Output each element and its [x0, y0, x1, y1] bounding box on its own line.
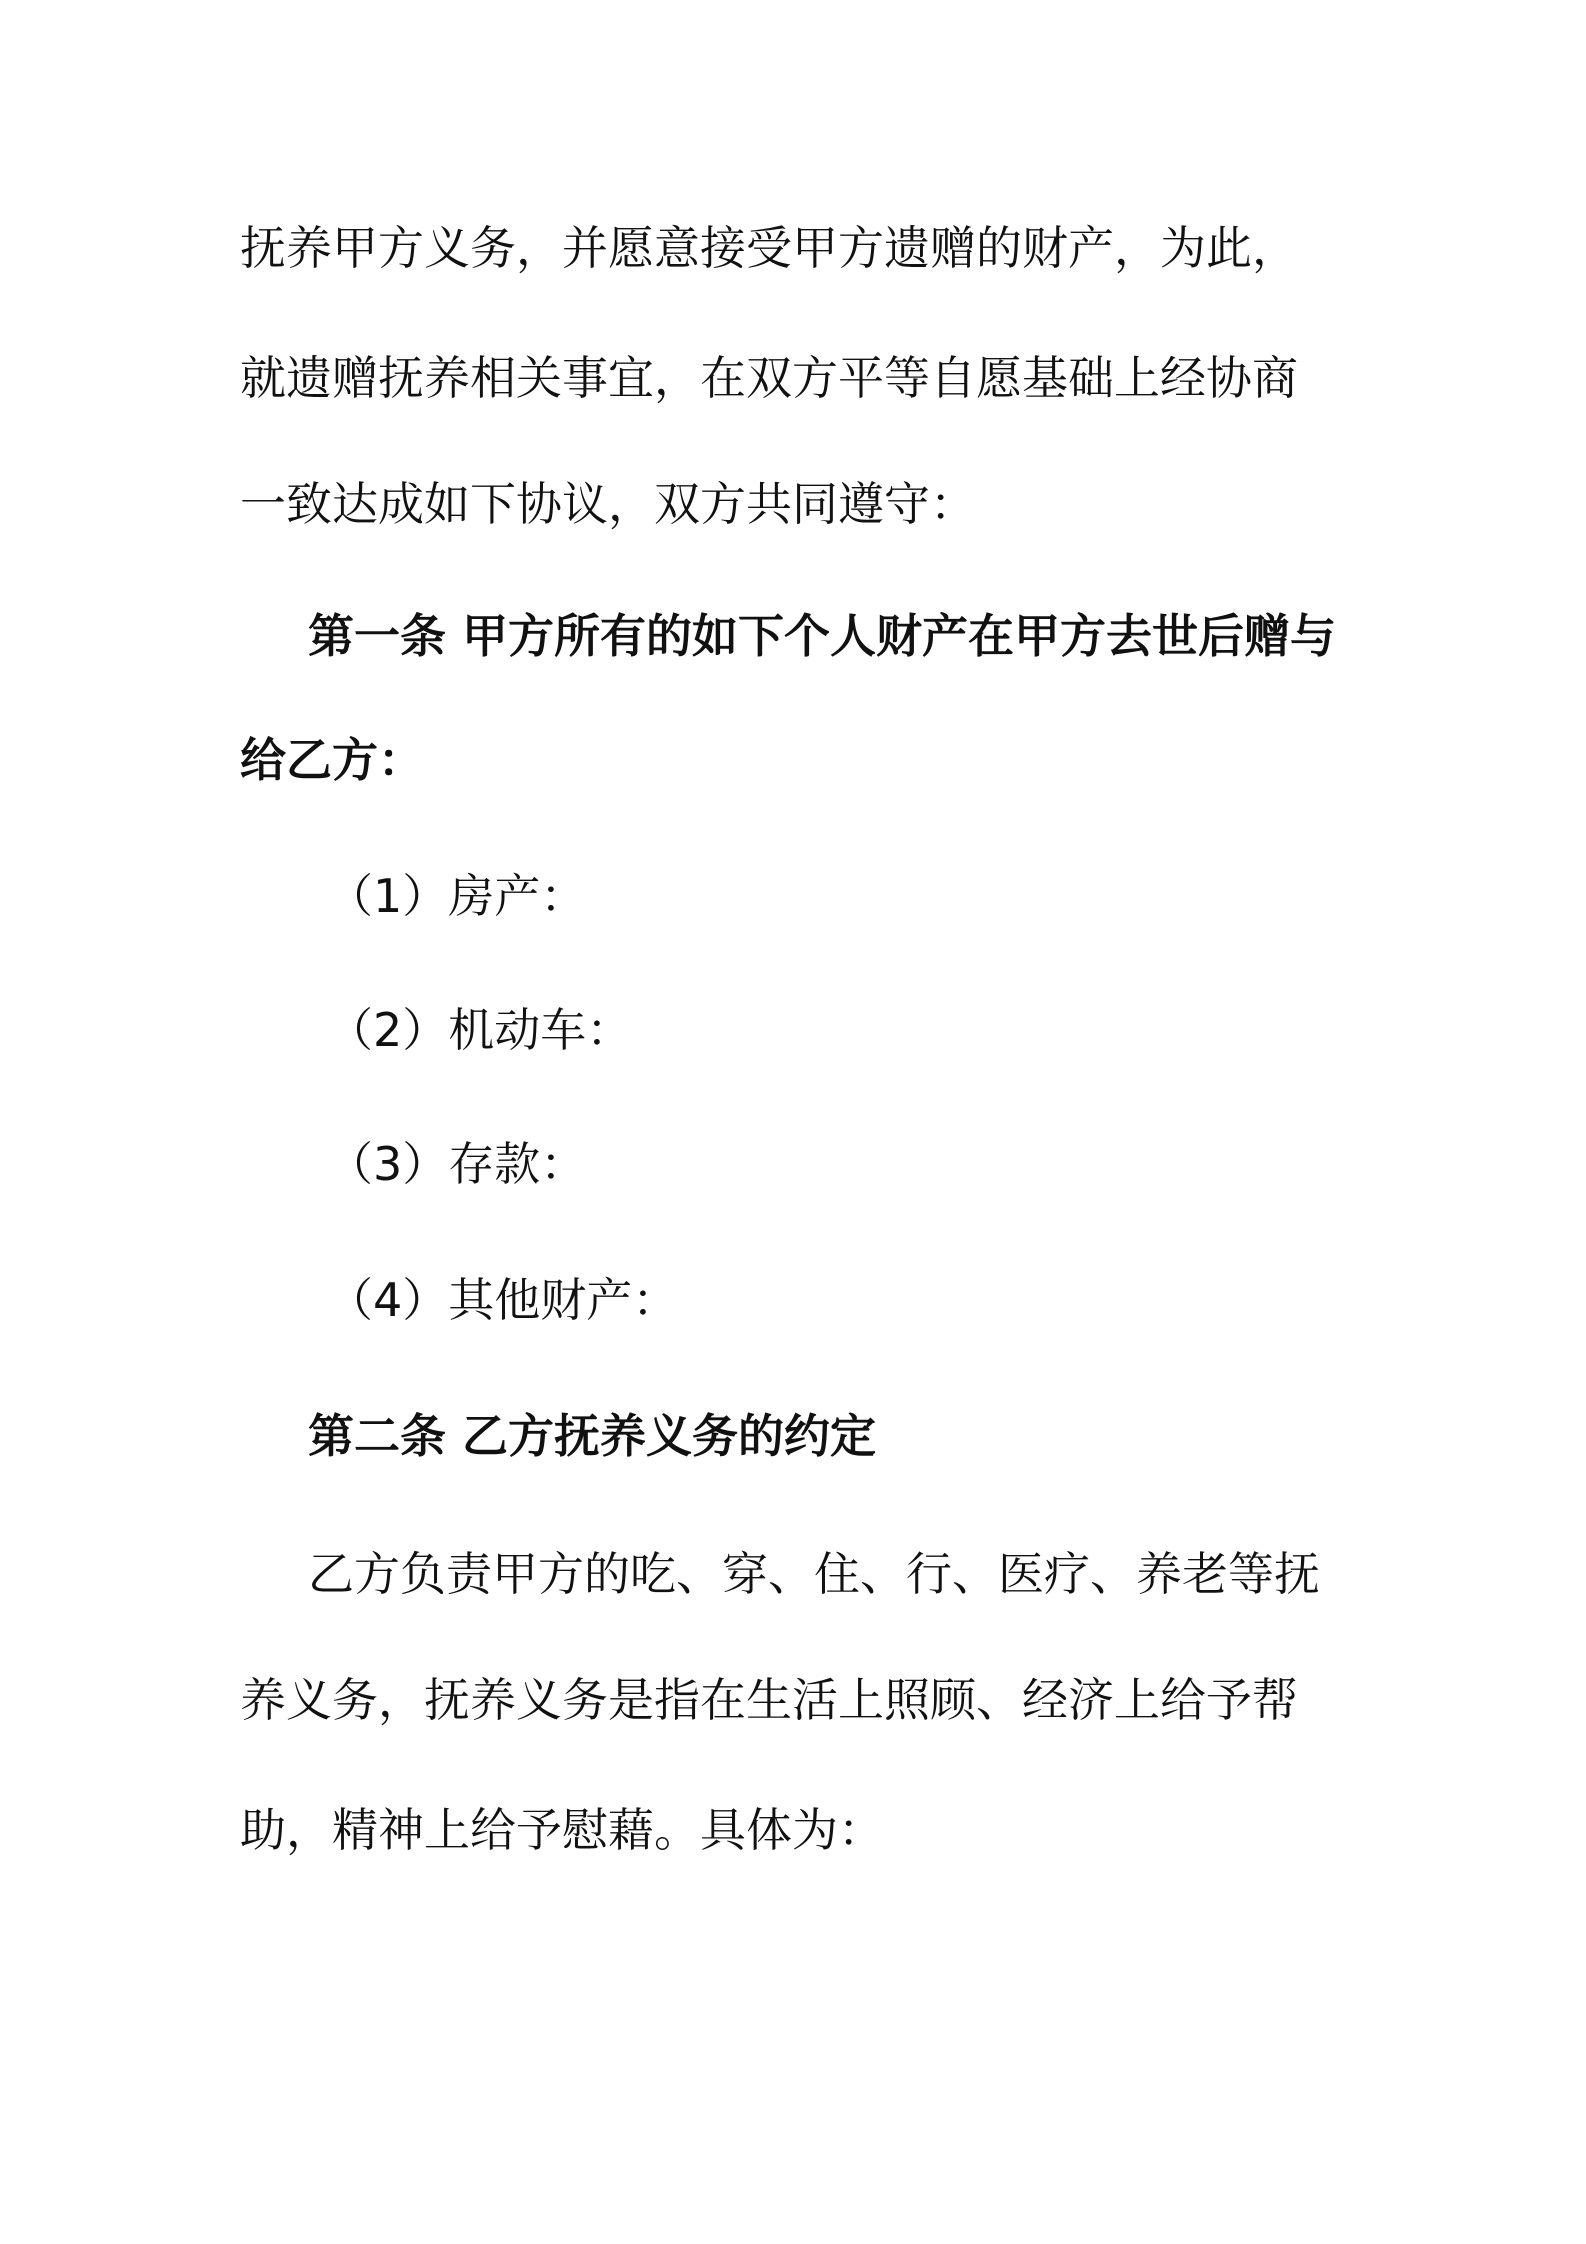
paragraph-line: 一致达成如下协议，双方共同遵守： [240, 477, 976, 531]
article-2-heading: 第二条 乙方抚养义务的约定 [308, 1409, 877, 1463]
article-1-heading-continued: 给乙方： [240, 733, 424, 787]
paragraph-line: 抚养甲方义务，并愿意接受甲方遗赠的财产，为此， [240, 221, 1298, 275]
paragraph-line: 养义务，抚养义务是指在生活上照顾、经济上给予帮 [240, 1673, 1298, 1727]
paragraph-line: 助，精神上给予慰藉。具体为： [240, 1803, 884, 1857]
article-1-heading: 第一条 甲方所有的如下个人财产在甲方去世后赠与 [308, 609, 1337, 663]
paragraph-line: 乙方负责甲方的吃、穿、住、行、医疗、养老等抚 [308, 1547, 1320, 1601]
property-item-savings: （3）存款： [327, 1137, 587, 1191]
paragraph-line: 就遗赠抚养相关事宜，在双方平等自愿基础上经协商 [240, 351, 1298, 405]
property-item-other: （4）其他财产： [327, 1273, 679, 1327]
property-item-vehicle: （2）机动车： [327, 1003, 633, 1057]
property-item-house: （1）房产： [327, 869, 587, 923]
